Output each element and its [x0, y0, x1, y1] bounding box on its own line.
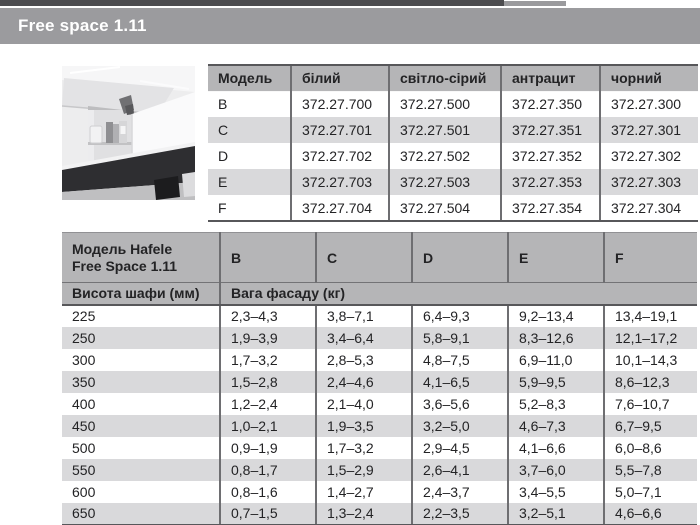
weight-range-cell: 3,2–5,0 — [412, 415, 508, 437]
code-cell: 372.27.700 — [291, 91, 389, 117]
weight-range-cell: 0,7–1,5 — [220, 503, 316, 525]
weight-range-cell: 4,1–6,5 — [412, 371, 508, 393]
order-codes-header-row — [208, 65, 698, 91]
weight-range-cell: 1,9–3,5 — [316, 415, 412, 437]
model-col-header-d: D — [412, 233, 508, 283]
weight-range-cell: 1,5–2,8 — [220, 371, 316, 393]
weight-row-450 — [62, 415, 697, 437]
weight-range-cell: 1,5–2,9 — [316, 459, 412, 481]
weight-range-cell: 1,7–3,2 — [220, 349, 316, 371]
code-cell: 372.27.702 — [291, 143, 389, 169]
model-series-header — [62, 233, 220, 283]
weight-range-cell: 5,0–7,1 — [604, 481, 697, 503]
height-cell: 400 — [72, 395, 96, 412]
code-cell: 372.27.502 — [389, 143, 501, 169]
weight-range-cell: 9,2–13,4 — [508, 305, 604, 327]
model-cell: C — [208, 117, 291, 143]
weight-range-cell: 4,6–6,6 — [604, 503, 697, 525]
height-cell: 600 — [72, 483, 96, 500]
weight-row-650 — [62, 503, 697, 525]
weight-range-cell: 6,7–9,5 — [604, 415, 697, 437]
model-series-header-line1: Модель Hafele — [72, 240, 173, 257]
model-col-header-f: F — [604, 233, 697, 283]
weight-range-cell: 5,9–9,5 — [508, 371, 604, 393]
weight-range-cell: 0,9–1,9 — [220, 437, 316, 459]
cabinet-height-header: Висота шафи (мм) — [62, 283, 220, 305]
weight-range-cell: 0,8–1,7 — [220, 459, 316, 481]
model-cell: E — [208, 169, 291, 195]
weight-range-cell: 1,7–3,2 — [316, 437, 412, 459]
weight-range-cell: 13,4–19,1 — [604, 305, 697, 327]
weight-range-cell: 5,5–7,8 — [604, 459, 697, 481]
weight-range-cell: 3,2–5,1 — [508, 503, 604, 525]
code-cell: 372.27.300 — [600, 91, 698, 117]
height-cell: 550 — [62, 459, 220, 481]
model-cell: B — [218, 96, 228, 113]
weight-range-cell: 3,8–7,1 — [316, 305, 412, 327]
code-cell: 372.27.353 — [501, 169, 600, 195]
weight-range-cell: 1,3–2,4 — [316, 503, 412, 525]
facade-weight-header: Вага фасаду (кг) — [220, 283, 697, 305]
weight-range-cell: 4,8–7,5 — [412, 349, 508, 371]
weight-table-subheader-row — [62, 283, 697, 305]
col-header-anthracite: антрацит — [501, 65, 600, 91]
weight-range-cell: 5,8–9,1 — [412, 327, 508, 349]
order-row-b — [208, 91, 698, 117]
weight-range-cell: 12,1–17,2 — [604, 327, 697, 349]
weight-row-350 — [62, 371, 697, 393]
top-photo-edge-strip — [0, 0, 504, 6]
weight-range-cell: 10,1–14,3 — [604, 349, 697, 371]
col-header-light-grey: світло-сірий — [389, 65, 501, 91]
kitchen-cabinet-open-flap-illustration — [62, 66, 195, 200]
model-cell: F — [208, 195, 291, 221]
code-cell: 372.27.703 — [291, 169, 389, 195]
weight-row-300 — [62, 349, 697, 371]
weight-range-cell: 2,2–3,5 — [412, 503, 508, 525]
weight-range-cell: 2,6–4,1 — [412, 459, 508, 481]
weight-range-cell: 6,4–9,3 — [412, 305, 508, 327]
code-cell: 372.27.304 — [600, 195, 698, 221]
weight-table-model-header-row — [62, 233, 697, 283]
order-row-e — [208, 169, 698, 195]
weight-range-cell: 0,8–1,6 — [220, 481, 316, 503]
order-codes-table — [208, 64, 698, 222]
section-title: Free space 1.11 — [18, 16, 147, 35]
weight-range-cell: 4,1–6,6 — [508, 437, 604, 459]
order-row-f — [208, 195, 698, 221]
order-row-c — [208, 117, 698, 143]
model-cell: D — [218, 148, 229, 164]
code-cell: 372.27.701 — [291, 117, 389, 143]
col-header-model: Модель — [208, 65, 291, 91]
col-header-black: чорний — [600, 65, 698, 91]
code-cell: 372.27.503 — [389, 169, 501, 195]
top-photo-edge-strip-light — [504, 1, 566, 6]
section-title-bar — [0, 8, 700, 44]
weight-range-cell: 2,9–4,5 — [412, 437, 508, 459]
weight-row-225 — [62, 305, 697, 327]
height-cell: 500 — [72, 439, 96, 456]
weight-range-cell: 3,7–6,0 — [508, 459, 604, 481]
model-series-header-line2: Free Space 1.11 — [72, 257, 178, 274]
weight-range-cell: 3,4–6,4 — [316, 327, 412, 349]
code-cell: 372.27.501 — [389, 117, 501, 143]
facade-weight-table — [62, 232, 697, 525]
weight-row-250 — [62, 327, 697, 349]
code-cell: 372.27.504 — [389, 195, 501, 221]
weight-row-600 — [62, 481, 697, 503]
weight-range-cell: 2,4–3,7 — [412, 481, 508, 503]
weight-range-cell: 1,0–2,1 — [220, 415, 316, 437]
height-cell: 450 — [62, 415, 220, 437]
weight-range-cell: 1,2–2,4 — [220, 393, 316, 415]
code-cell: 372.27.303 — [600, 169, 698, 195]
code-cell: 372.27.302 — [600, 143, 698, 169]
code-cell: 372.27.704 — [291, 195, 389, 221]
weight-row-500 — [62, 437, 697, 459]
weight-range-cell: 6,0–8,6 — [604, 437, 697, 459]
weight-range-cell: 8,3–12,6 — [508, 327, 604, 349]
weight-range-cell: 8,6–12,3 — [604, 371, 697, 393]
weight-range-cell: 7,6–10,7 — [604, 393, 697, 415]
weight-range-cell: 2,8–5,3 — [316, 349, 412, 371]
height-cell: 225 — [72, 308, 96, 324]
product-photo — [62, 66, 195, 200]
weight-row-400 — [62, 393, 697, 415]
code-cell: 372.27.354 — [501, 195, 600, 221]
model-col-header-c: C — [316, 233, 412, 283]
weight-range-cell: 3,4–5,5 — [508, 481, 604, 503]
weight-range-cell: 2,3–4,3 — [220, 305, 316, 327]
height-cell: 300 — [72, 351, 96, 368]
code-cell: 372.27.301 — [600, 117, 698, 143]
weight-range-cell: 2,1–4,0 — [316, 393, 412, 415]
col-header-white: білий — [291, 65, 389, 91]
weight-range-cell: 2,4–4,6 — [316, 371, 412, 393]
height-cell: 650 — [62, 503, 220, 525]
weight-range-cell: 3,6–5,6 — [412, 393, 508, 415]
height-cell: 250 — [62, 327, 220, 349]
weight-range-cell: 5,2–8,3 — [508, 393, 604, 415]
weight-range-cell: 4,6–7,3 — [508, 415, 604, 437]
code-cell: 372.27.350 — [501, 91, 600, 117]
code-cell: 372.27.500 — [389, 91, 501, 117]
height-cell: 350 — [62, 371, 220, 393]
weight-range-cell: 1,4–2,7 — [316, 481, 412, 503]
weight-range-cell: 1,9–3,9 — [220, 327, 316, 349]
weight-row-550 — [62, 459, 697, 481]
order-row-d — [208, 143, 698, 169]
weight-range-cell: 6,9–11,0 — [508, 349, 604, 371]
code-cell: 372.27.351 — [501, 117, 600, 143]
model-col-header-b: B — [220, 233, 316, 283]
model-col-header-e: E — [508, 233, 604, 283]
code-cell: 372.27.352 — [501, 143, 600, 169]
